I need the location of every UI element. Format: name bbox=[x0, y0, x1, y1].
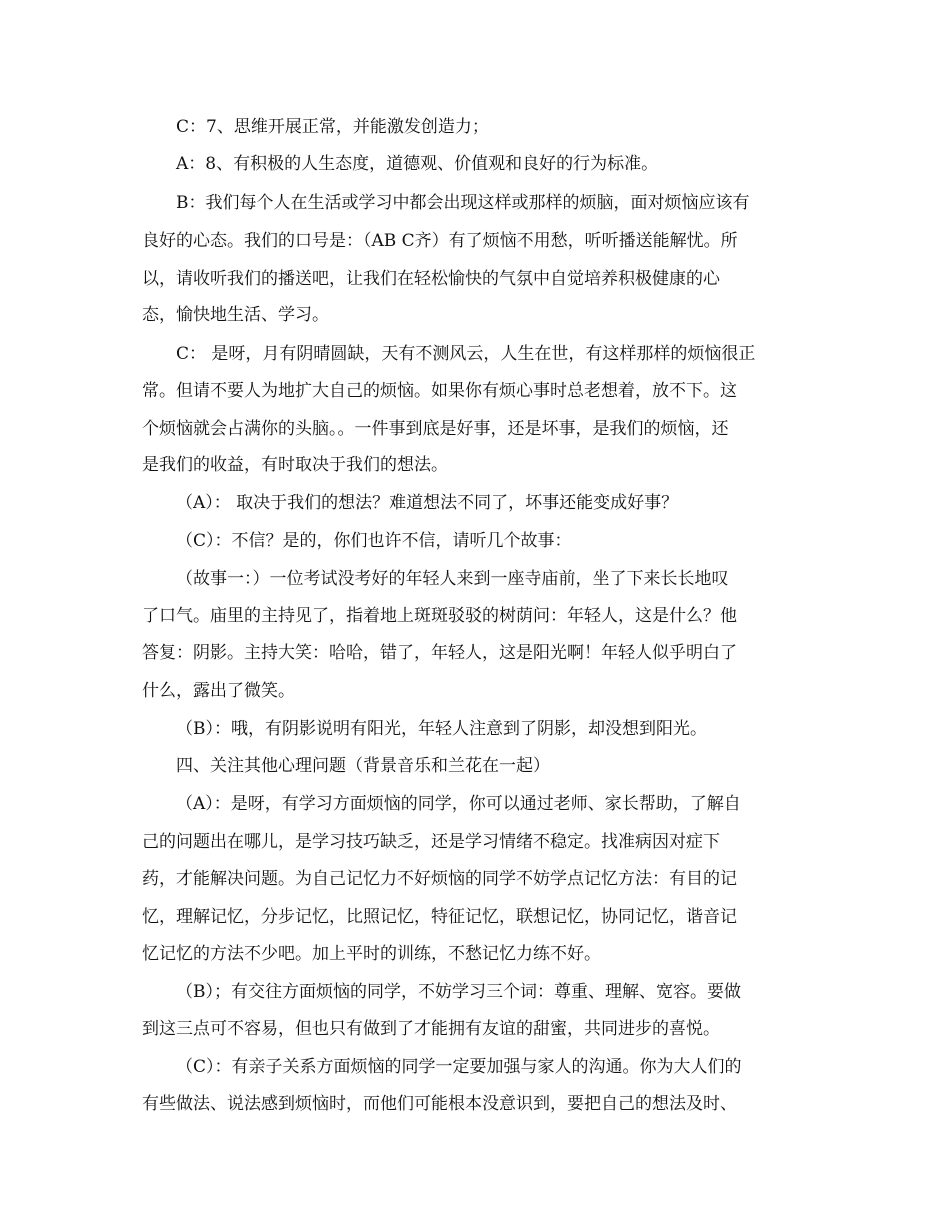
paragraph-line: （A）： 取决于我们的想法？难道想法不同了，坏事还能变成好事？ bbox=[176, 493, 679, 513]
paragraph-line: （A）：是呀，有学习方面烦恼的同学，你可以通过老师、家长帮助，了解自 bbox=[176, 794, 741, 814]
paragraph-line: （B）；有交往方面烦恼的同学，不妨学习三个词：尊重、理解、宽容。要做 bbox=[176, 982, 741, 1002]
paragraph-line: 什么，露出了微笑。 bbox=[142, 681, 295, 701]
paragraph-line: 良好的心态。我们的口号是：（AB C齐）有了烦恼不用愁，听听播送能解忧。所 bbox=[142, 231, 738, 251]
paragraph-line: 有些做法、说法感到烦恼时，而他们可能根本没意识到，要把自己的想法及时、 bbox=[142, 1094, 737, 1114]
paragraph-line: B：我们每个人在生活或学习中都会出现这样或那样的烦脑，面对烦恼应该有 bbox=[176, 193, 750, 213]
paragraph-line: 个烦恼就会占满你的头脑。。一件事到底是好事，还是坏事，是我们的烦恼，还 bbox=[142, 419, 729, 439]
paragraph-line: （B）：哦，有阴影说明有阳光，年轻人注意到了阴影，却没想到阳光。 bbox=[176, 719, 707, 739]
paragraph-line: 忆记忆的方法不少吧。加上平时的训练，不愁记忆力练不好。 bbox=[142, 944, 601, 964]
paragraph-line: 常。但请不要人为地扩大自己的烦恼。如果你有烦心事时总老想着，放不下。这 bbox=[142, 381, 737, 401]
paragraph-line: 是我们的收益，有时取决于我们的想法。 bbox=[142, 455, 448, 475]
paragraph-line: 答复：阴影。主持大笑：哈哈，错了，年轻人，这是阳光啊！年轻人似乎明白了 bbox=[142, 643, 737, 663]
paragraph-line: 药，才能解决问题。为自己记忆力不好烦恼的同学不妨学点记忆方法：有目的记 bbox=[142, 869, 737, 889]
paragraph-line: C： 是呀，月有阴晴圆缺，天有不测风云，人生在世，有这样那样的烦恼很正 bbox=[176, 344, 756, 364]
paragraph-line: 到这三点可不容易，但也只有做到了才能拥有友谊的甜蜜，共同进步的喜悦。 bbox=[142, 1019, 720, 1039]
paragraph-line: 以，请收听我们的播送吧，让我们在轻松愉快的气氛中自觉培养积极健康的心 bbox=[142, 269, 720, 289]
paragraph-line: （C）：有亲子关系方面烦恼的同学一定要加强与家人的沟通。你为大人们的 bbox=[176, 1057, 742, 1077]
paragraph-line: 忆，理解记忆，分步记忆，比照记忆，特征记忆，联想记忆，协同记忆，谐音记 bbox=[142, 907, 737, 927]
paragraph-line: 了口气。庙里的主持见了，指着地上斑斑驳驳的树荫问：年轻人，这是什么？他 bbox=[142, 606, 737, 626]
paragraph-line: 态，愉快地生活、学习。 bbox=[142, 305, 329, 325]
paragraph-line: C：7、思维开展正常，并能激发创造力； bbox=[176, 117, 489, 137]
section-heading: 四、关注其他心理问题（背景音乐和兰花在一起） bbox=[176, 756, 550, 776]
paragraph-line: A：8、有积极的人生态度，道德观、价值观和良好的行为标准。 bbox=[176, 154, 659, 174]
paragraph-line: 己的问题出在哪儿，是学习技巧缺乏，还是学习情绪不稳定。找准病因对症下 bbox=[142, 832, 720, 852]
paragraph-line: （故事一：）一位考试没考好的年轻人来到一座寺庙前，坐了下来长长地叹 bbox=[176, 569, 729, 589]
paragraph-line: （C）：不信？是的，你们也许不信，请听几个故事： bbox=[176, 531, 572, 551]
